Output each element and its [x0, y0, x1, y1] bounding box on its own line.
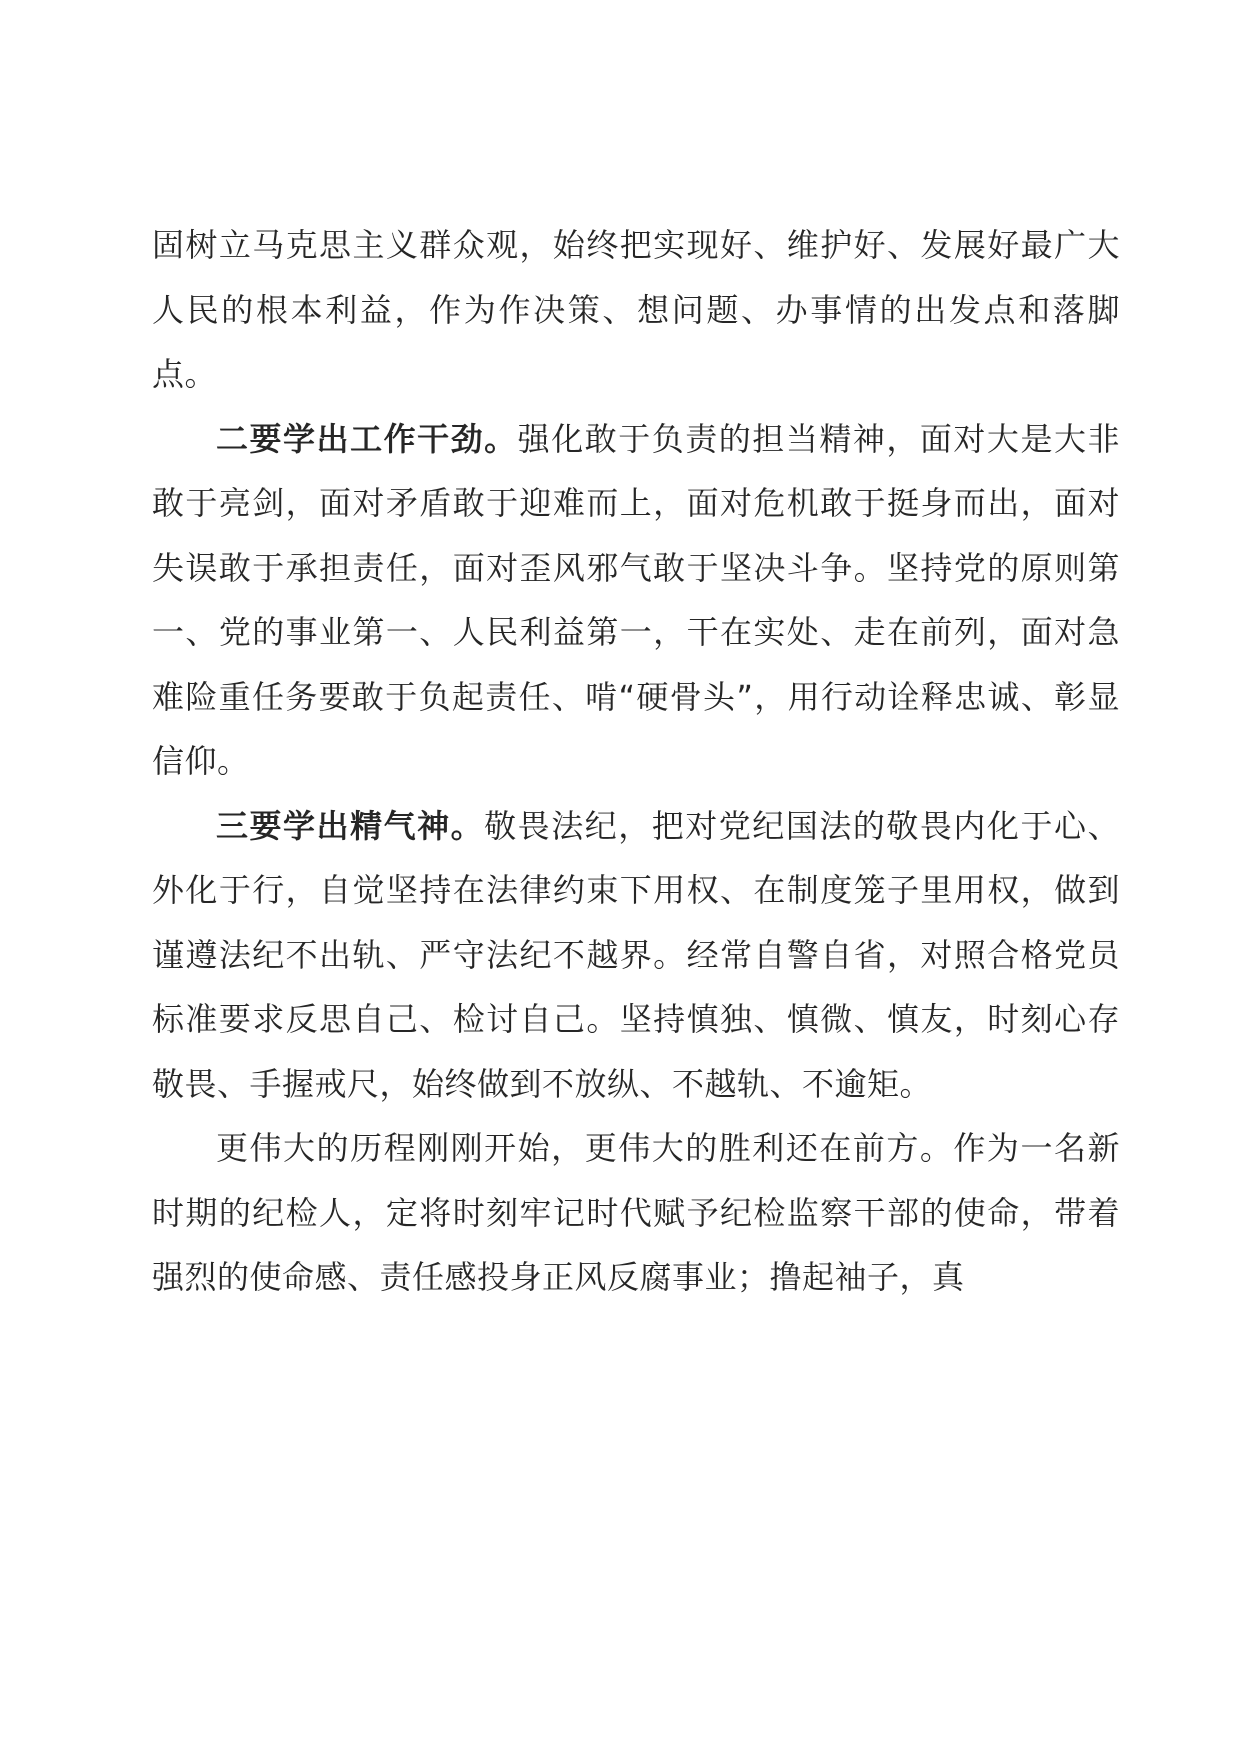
paragraph-text: 强化敢于负责的担当精神，面对大是大非敢于亮剑，面对矛盾敢于迎难而上，面对危机敢于挺身而出，面对失误敢于承担责任，面对歪风邪气敢于坚决斗争。坚持党的原则第一、党的事业第一、人民利益第一，干在实处、走在前列，面对急难险重任务要敢于负起责任、啃“硬骨头”，用行动诠释忠诚、彰显信仰。 [152, 419, 1120, 780]
paragraph-text: 固树立马克思主义群众观，始终把实现好、维护好、发展好最广大人民的根本利益，作为作决策、想问题、办事情的出发点和落脚点。 [152, 226, 1120, 393]
paragraph-heading: 三要学出精气神。 [216, 806, 485, 845]
document-body [152, 213, 1120, 1310]
paragraph-work-drive [152, 407, 1120, 794]
paragraph-text: 更伟大的历程刚刚开始，更伟大的胜利还在前方。作为一名新时期的纪检人，定将时刻牢记时代赋予纪检监察干部的使命，带着强烈的使命感、责任感投身正风反腐事业；撸起袖子，真 [152, 1129, 1120, 1296]
paragraph-heading: 二要学出工作干劲。 [216, 419, 518, 458]
paragraph-spirit [152, 794, 1120, 1117]
paragraph-closing [152, 1116, 1120, 1310]
paragraph-text: 敬畏法纪，把对党纪国法的敬畏内化于心、外化于行，自觉坚持在法律约束下用权、在制度笼子里用权，做到谨遵法纪不出轨、严守法纪不越界。经常自警自省，对照合格党员标准要求反思自己、检讨自己。坚持慎独、慎微、慎友，时刻心存敬畏、手握戒尺，始终做到不放纵、不越轨、不逾矩。 [152, 806, 1120, 1103]
paragraph-continuation [152, 213, 1120, 407]
